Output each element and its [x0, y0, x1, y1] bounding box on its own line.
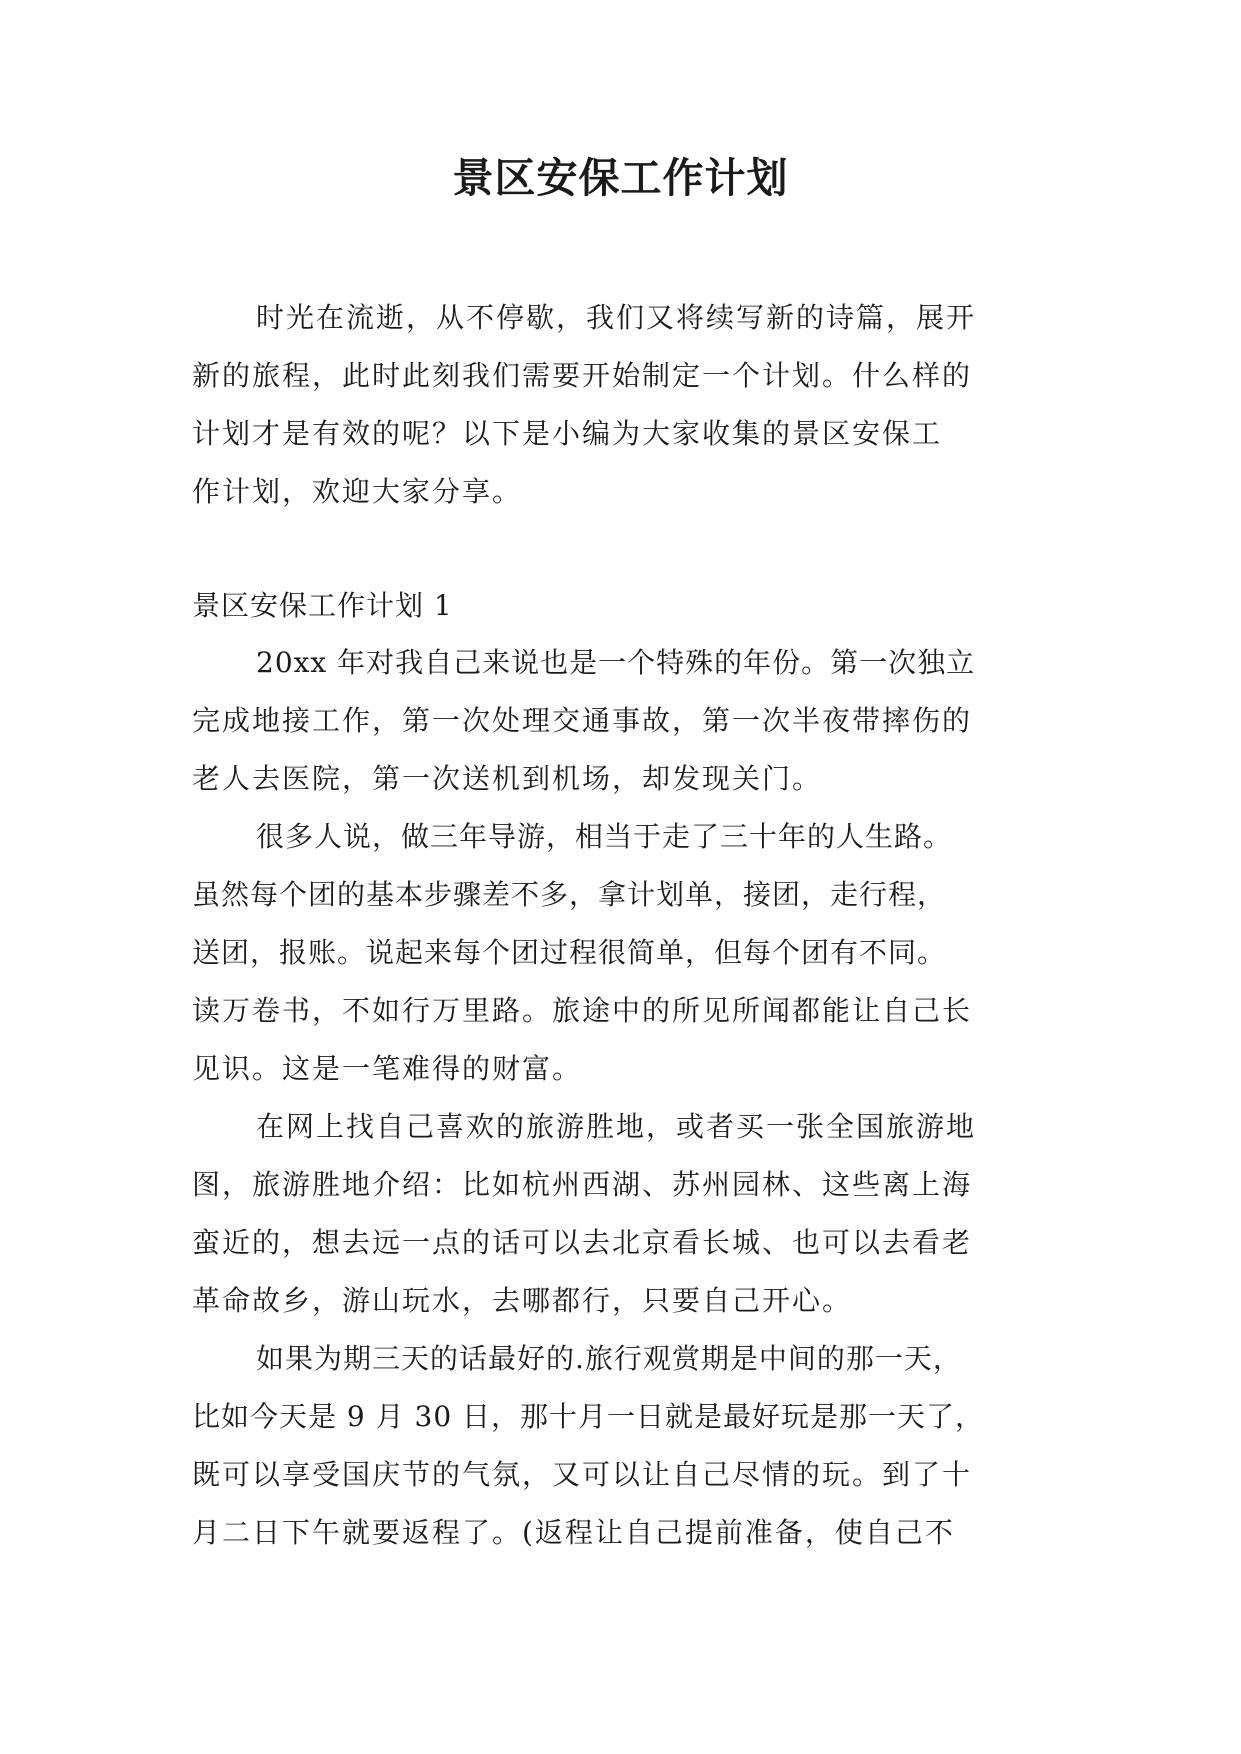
text-line: 20xx 年对我自己来说也是一个特殊的年份。第一次独立	[256, 646, 976, 679]
text-line: 革命故乡，游山玩水，去哪都行，只要自己开心。	[192, 1284, 853, 1317]
text-line: 很多人说，做三年导游，相当于走了三十年的人生路。	[256, 820, 953, 853]
text-line: 比如今天是 9 月 30 日，那十月一日就是最好玩是那一天了，	[192, 1400, 985, 1433]
text-line: 作计划，欢迎大家分享。	[192, 475, 523, 508]
text-line: 既可以享受国庆节的气氛，又可以让自己尽情的玩。到了十	[192, 1458, 973, 1491]
text-line: 新的旅程，此时此刻我们需要开始制定一个计划。什么样的	[192, 359, 973, 392]
section-heading: 景区安保工作计划 1	[192, 589, 453, 622]
text-line: 月二日下午就要返程了。(返程让自己提前准备，使自己不	[192, 1516, 955, 1549]
text-line: 时光在流逝，从不停歇，我们又将续写新的诗篇，展开	[256, 301, 977, 334]
text-line: 计划才是有效的呢？以下是小编为大家收集的景区安保工	[192, 417, 943, 450]
text-line: 蛮近的，想去远一点的话可以去北京看长城、也可以去看老	[192, 1226, 973, 1259]
text-line: 送团，报账。说起来每个团过程很简单，但每个团有不同。	[192, 936, 947, 969]
text-line: 如果为期三天的话最好的.旅行观赏期是中间的那一天，	[256, 1342, 962, 1375]
text-line: 在网上找自己喜欢的旅游胜地，或者买一张全国旅游地	[256, 1110, 977, 1143]
text-line: 老人去医院，第一次送机到机场，却发现关门。	[192, 762, 823, 795]
document-title: 景区安保工作计划	[452, 154, 789, 202]
text-line: 完成地接工作，第一次处理交通事故，第一次半夜带摔伤的	[192, 704, 973, 737]
section-body	[192, 634, 1052, 1562]
text-line: 读万卷书，不如行万里路。旅途中的所见所闻都能让自己长	[192, 994, 973, 1027]
text-line: 见识。这是一笔难得的财富。	[192, 1052, 583, 1085]
text-line: 虽然每个团的基本步骤差不多，拿计划单，接团，走行程，	[192, 878, 947, 911]
intro-paragraph	[192, 289, 1052, 521]
text-line: 图，旅游胜地介绍：比如杭州西湖、苏州园林、这些离上海	[192, 1168, 973, 1201]
